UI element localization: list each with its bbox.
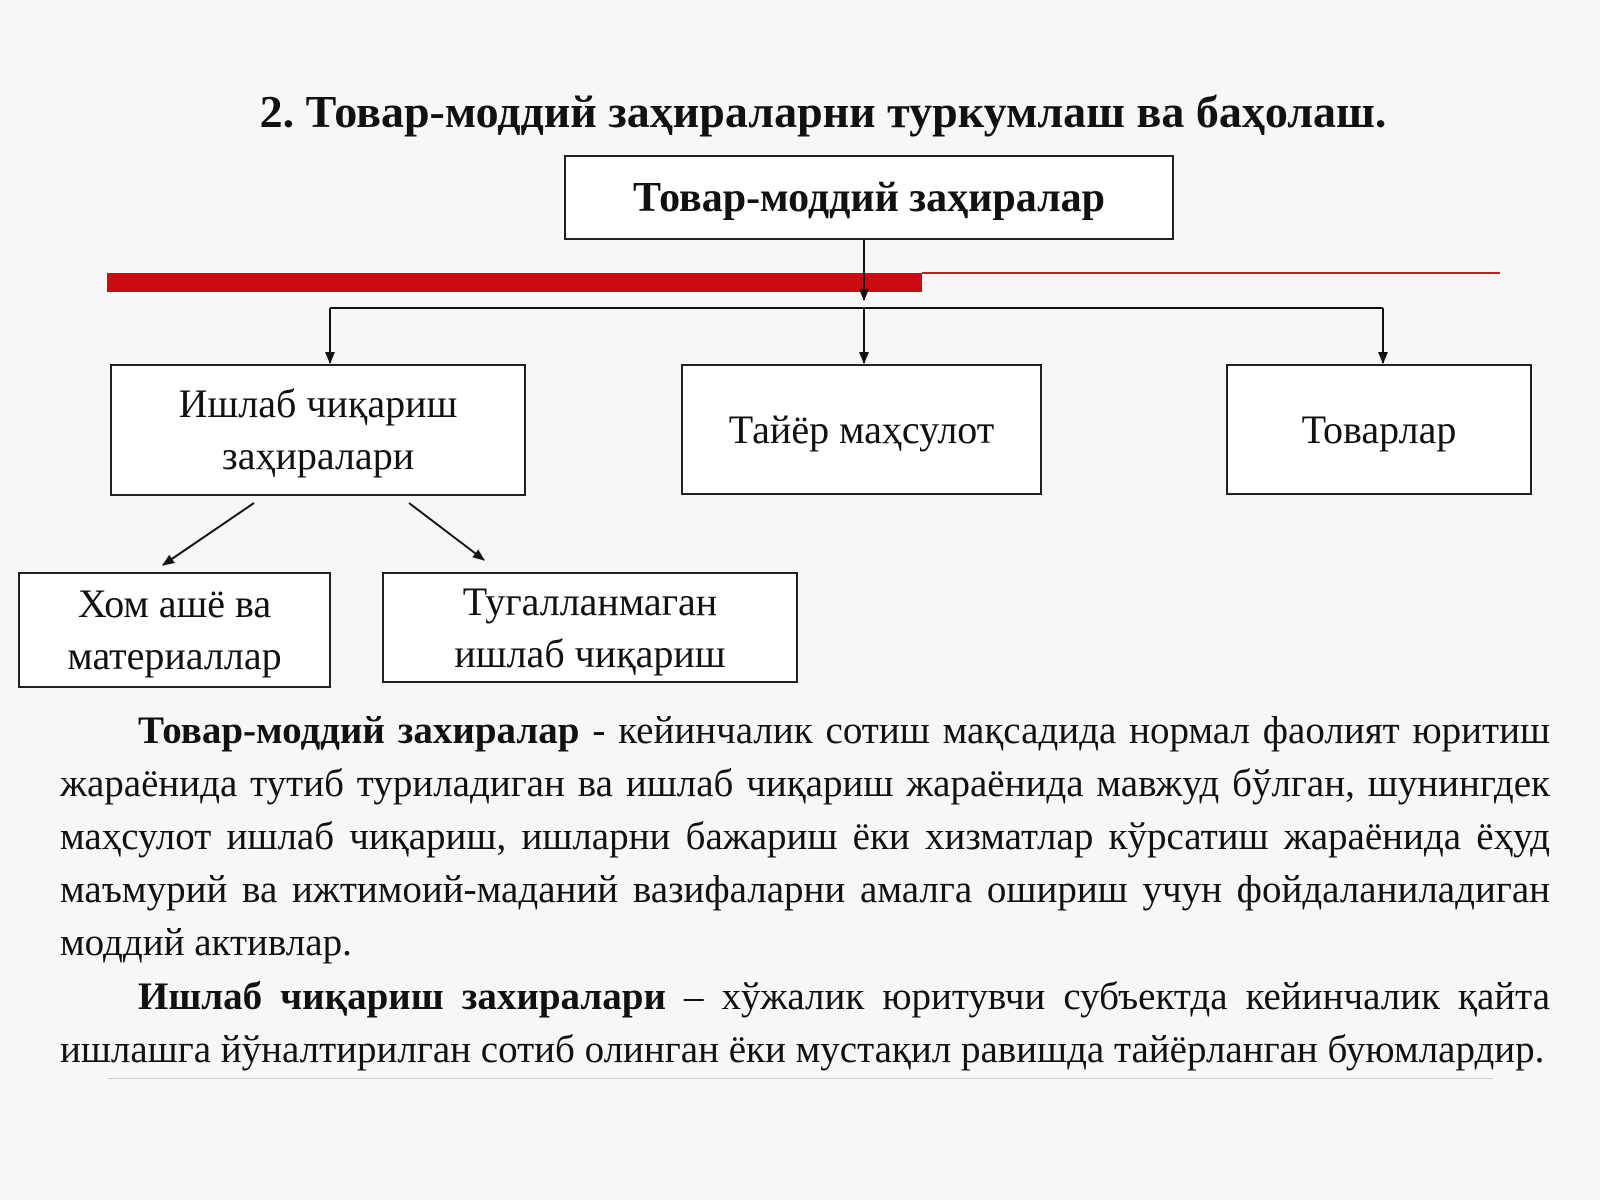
connector-to-wip xyxy=(409,503,484,560)
definition-paragraph-1 xyxy=(60,704,1550,969)
definition-term-1: Товар-моддий захиралар xyxy=(138,709,580,752)
footer-divider xyxy=(108,1078,1493,1079)
definition-paragraph-2 xyxy=(60,970,1550,1076)
diagram-root-box xyxy=(564,155,1174,240)
red-accent-bar xyxy=(107,273,922,292)
work-in-progress-box xyxy=(382,572,798,683)
definition-text-1: - кейинчалик сотиш мақсадида нормал фаолият юритиш жараёнида тутиб туриладиган ва ишлаб чиқариш жараёнида мавжуд бўлган, шунингдек маҳсулот ишлаб чиқариш, ишларни бажариш ёки хизматлар кўрсатиш жараёнида ёҳуд маъмурий ва ижтимоий-маданий вазифаларни амалга ошириш учун фойдаланиладиган моддий активлар. xyxy=(60,709,1550,964)
finished-products-label: Тайёр маҳсулот xyxy=(728,406,995,452)
goods-box xyxy=(1226,364,1532,495)
production-reserves-label: Ишлаб чиқариш заҳиралари xyxy=(178,381,458,478)
red-accent-line xyxy=(922,272,1500,274)
raw-materials-label: Хом ашё ва материаллар xyxy=(67,581,282,678)
definition-term-2: Ишлаб чиқариш захиралари xyxy=(138,975,666,1018)
work-in-progress-label: Тугалланмаган ишлаб чиқариш xyxy=(454,578,726,676)
goods-label: Товарлар xyxy=(1301,406,1457,452)
raw-materials-box xyxy=(18,572,331,688)
finished-products-box xyxy=(681,364,1042,495)
definition-text-2: – хўжалик юритувчи субъектда кейинчалик қайта ишлашга йўналтирилган сотиб олинган ёки мустақил равишда тайёрланган буюмлардир. xyxy=(60,975,1550,1071)
page-title: 2. Товар-моддий заҳираларни туркумлаш ва баҳолаш. xyxy=(259,86,1387,137)
production-reserves-box xyxy=(110,364,526,496)
connector-to-raw xyxy=(163,503,254,565)
diagram-root-label: Товар-моддий заҳиралар xyxy=(632,174,1106,221)
